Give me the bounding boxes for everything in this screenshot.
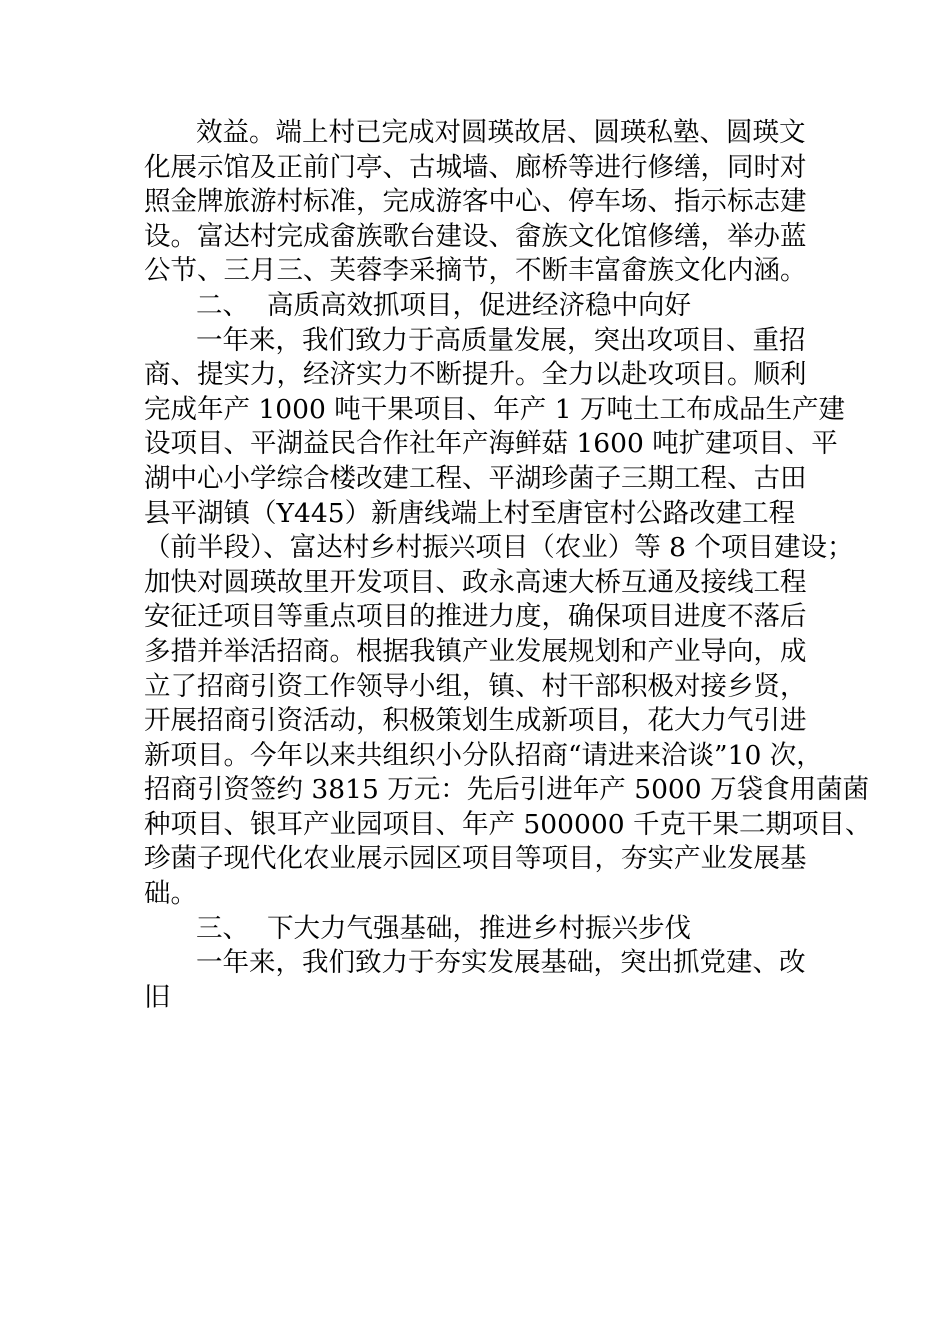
paragraph-line: 加快对圆瑛故里开发项目、政永高速大桥互通及接线工程 <box>144 566 807 598</box>
paragraph-line: 商、提实力，经济实力不断提升。全力以赴攻项目。顺利 <box>144 359 807 391</box>
paragraph-line: 化展示馆及正前门亭、古城墙、廊桥等进行修缮，同时对 <box>144 151 807 183</box>
paragraph-line: 设项目、平湖益民合作社年产海鲜菇 1600 吨扩建项目、平 <box>144 428 838 460</box>
paragraph-line: （前半段）、富达村乡村振兴项目（农业）等 8 个项目建设； <box>144 532 854 564</box>
paragraph-line: 县平湖镇（Y445）新唐线端上村至唐宦村公路改建工程 <box>144 497 796 529</box>
paragraph-line: 旧 <box>144 981 171 1013</box>
paragraph-line: 湖中心小学综合楼改建工程、平湖珍菌子三期工程、古田 <box>144 462 807 494</box>
paragraph-line: 效益。端上村已完成对圆瑛故居、圆瑛私塾、圆瑛文 <box>196 117 806 148</box>
paragraph-line: 开展招商引资活动，积极策划生成新项目，花大力气引进 <box>144 705 807 737</box>
paragraph-line: 立了招商引资工作领导小组，镇、村干部积极对接乡贤， <box>144 670 807 702</box>
paragraph-line: 础。 <box>144 878 197 910</box>
section-title: 高质高效抓项目，促进经济稳中向好 <box>267 289 691 321</box>
paragraph-line: 安征迁项目等重点项目的推进力度，确保项目进度不落后 <box>144 601 807 633</box>
section-heading-3 <box>144 912 808 947</box>
paragraph-line: 一年来，我们致力于高质量发展，突出攻项目、重招 <box>196 324 806 356</box>
section-number: 三、 <box>196 912 249 944</box>
paragraph-line: 招商引资签约 3815 万元：先后引进年产 5000 万袋食用菌菌 <box>144 774 870 806</box>
paragraph-line: 珍菌子现代化农业展示园区项目等项目，夯实产业发展基 <box>144 843 807 875</box>
paragraph-line: 设。富达村完成畲族歌台建设、畲族文化馆修缮，举办蓝 <box>144 220 807 252</box>
paragraph-line: 一年来，我们致力于夯实发展基础，突出抓党建、改 <box>196 947 806 979</box>
section-heading-2 <box>144 289 808 324</box>
paragraph-line: 多措并举活招商。根据我镇产业发展规划和产业导向，成 <box>144 635 807 667</box>
paragraph-line: 完成年产 1000 吨干果项目、年产 1 万吨土工布成品生产建 <box>144 393 845 425</box>
section-number: 二、 <box>196 289 249 321</box>
paragraph-line: 照金牌旅游村标准，完成游客中心、停车场、指示标志建 <box>144 186 807 218</box>
document-body <box>144 116 872 1015</box>
paragraph-line: 种项目、银耳产业园项目、年产 500000 千克干果二期项目、 <box>144 808 872 840</box>
paragraph-line: 新项目。今年以来共组织小分队招商“请进来洽谈”10 次， <box>144 739 823 771</box>
paragraph-line: 公节、三月三、芙蓉李采摘节，不断丰富畲族文化内涵。 <box>144 255 807 287</box>
section-title: 下大力气强基础，推进乡村振兴步伐 <box>267 912 691 944</box>
